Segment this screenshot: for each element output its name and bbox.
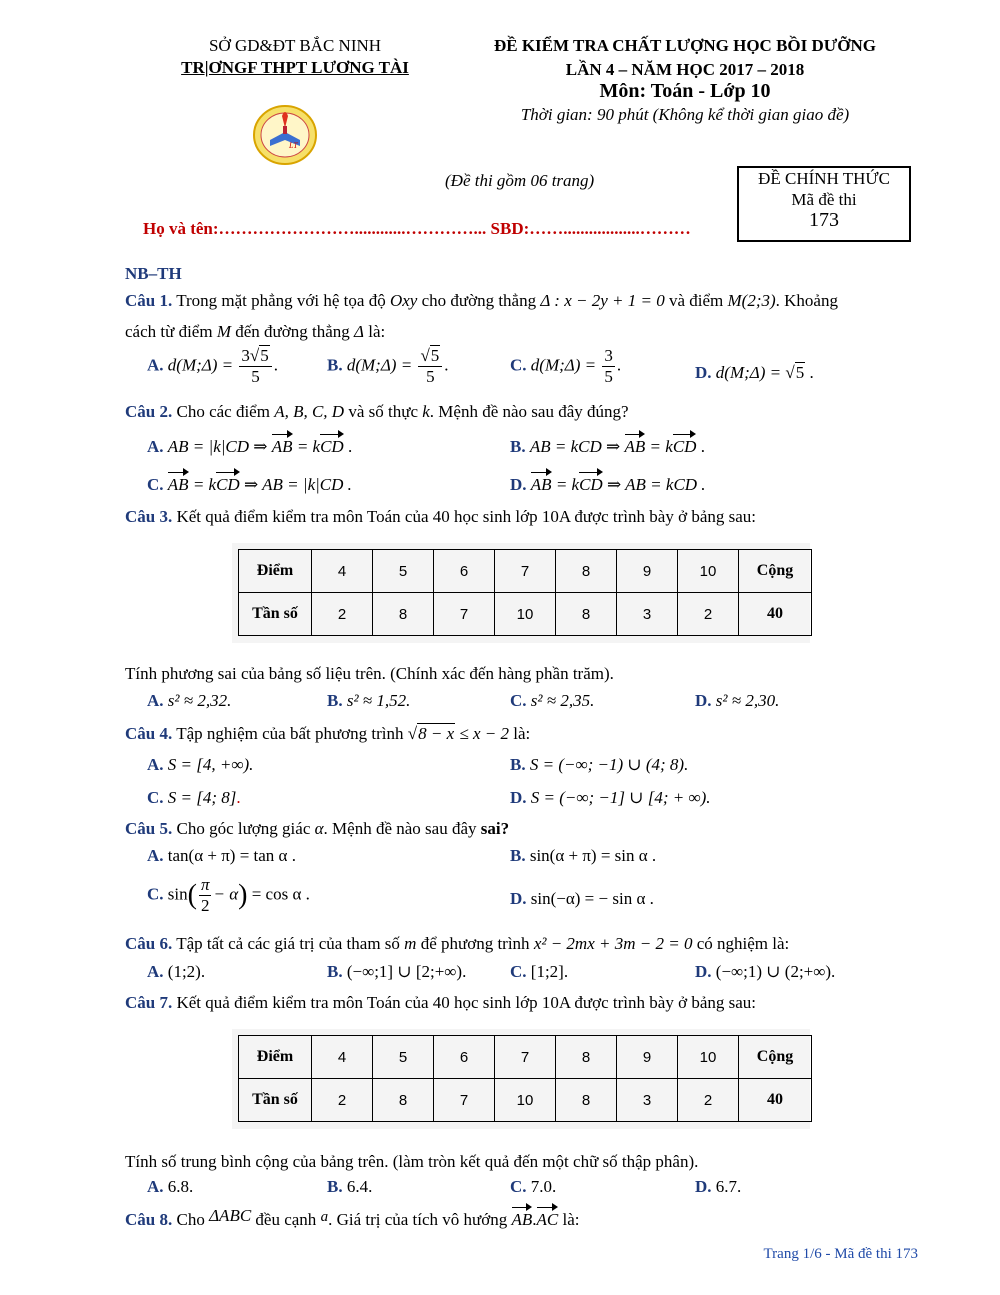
q5-option-d[interactable]: D. sin(−α) = − sin α .: [510, 889, 654, 908]
q6-option-c[interactable]: C. [1;2].: [510, 962, 569, 981]
table-cell: 10: [495, 1079, 556, 1122]
q1-option-b[interactable]: B. d(M;Δ) = $\frac{√5}{5}$ .: [327, 346, 449, 386]
table-cell: 2: [312, 1079, 373, 1122]
table-header-cell: Điểm: [239, 550, 312, 593]
q7-option-d[interactable]: D. 6.7.: [695, 1177, 742, 1196]
question-4: Câu 4. Tập nghiệm của bất phương trình √8 − x ≤ x − 2 là:: [125, 724, 531, 743]
section-label: NB–TH: [125, 264, 182, 283]
table-header-cell: Cộng: [739, 1036, 812, 1079]
subject-title: Môn: Toán - Lớp 10: [599, 80, 771, 102]
q4-option-a[interactable]: A. S = [4, +∞).: [147, 755, 254, 774]
department-name: SỞ GD&ĐT BẮC NINH: [208, 36, 382, 55]
q2-option-b[interactable]: B. AB = kCD ⇒ AB = kCD .: [510, 437, 705, 456]
official-exam-box: [737, 166, 911, 242]
q5-option-c[interactable]: C. sin( $\frac{\pi}{2}$ − α) = cos α .: [147, 875, 310, 915]
pages-note: (Đề thi gồm 06 trang): [445, 171, 595, 190]
question-7-prompt: Tính số trung bình cộng của bảng trên. (làm tròn kết quả đến một chữ số thập phân).: [125, 1152, 699, 1171]
table-cell: 6: [434, 1036, 495, 1079]
q3-option-a[interactable]: A. s² ≈ 2,32.: [147, 691, 232, 710]
table-cell: 8: [556, 593, 617, 636]
table-cell: 7: [495, 550, 556, 593]
table-cell: 10: [495, 593, 556, 636]
q7-option-a[interactable]: A. 6.8.: [147, 1177, 194, 1196]
table-cell: 7: [434, 593, 495, 636]
table-row: [239, 1036, 812, 1079]
table-cell: 10: [678, 550, 739, 593]
q7-option-c[interactable]: C. 7.0.: [510, 1177, 557, 1196]
question-5: Câu 5. Cho góc lượng giác α. Mệnh đề nào sau đây sai?: [125, 819, 510, 838]
question-2: Câu 2. Cho các điểm A, B, C, D và số thực k. Mệnh đề nào sau đây đúng?: [125, 402, 629, 421]
exam-duration: Thời gian: 90 phút (Không kể thời gian giao đề): [520, 105, 850, 124]
q6-option-a[interactable]: A. (1;2).: [147, 962, 206, 981]
table-cell: 8: [556, 1079, 617, 1122]
table-cell: 2: [678, 593, 739, 636]
exam-code-label: Mã đề thi: [791, 190, 857, 209]
name-sbd-line: Họ và tên:……………………............…………... SBD:……..................………: [143, 219, 691, 238]
q3-option-c[interactable]: C. s² ≈ 2,35.: [510, 691, 595, 710]
q3-option-b[interactable]: B. s² ≈ 1,52.: [327, 691, 411, 710]
q5-option-b[interactable]: B. sin(α + π) = sin α .: [510, 846, 657, 865]
table-cell: 40: [739, 593, 812, 636]
table-cell: 9: [617, 1036, 678, 1079]
table-cell: 9: [617, 550, 678, 593]
table-header-cell: Tần số: [239, 593, 312, 636]
q5-option-a[interactable]: A. tan(α + π) = tan α .: [147, 846, 296, 865]
table-header-cell: Điểm: [239, 1036, 312, 1079]
table-row: [239, 1079, 812, 1122]
q2-option-a[interactable]: A. AB = |k|CD ⇒ AB = kCD .: [147, 437, 353, 456]
table-cell: 2: [312, 593, 373, 636]
table-header-cell: Cộng: [739, 550, 812, 593]
table-header-cell: Tần số: [239, 1079, 312, 1122]
q1-option-c[interactable]: C. d(M;Δ) = $\frac{3}{5}$ .: [510, 346, 622, 386]
table-cell: 3: [617, 593, 678, 636]
table-cell: 40: [739, 1079, 812, 1122]
table-cell: 5: [373, 1036, 434, 1079]
table-cell: 2: [678, 1079, 739, 1122]
q7-frequency-table: [238, 1035, 812, 1122]
school-logo-icon: [252, 104, 318, 166]
question-1-cont: cách từ điểm M đến đường thẳng Δ là:: [125, 322, 386, 341]
question-1: Câu 1. Trong mặt phẳng với hệ tọa độ Oxy cho đường thẳng Δ : x − 2y + 1 = 0 và điểm M(2;3). Khoảng: [125, 291, 838, 310]
question-3-prompt: Tính phương sai của bảng số liệu trên. (Chính xác đến hàng phần trăm).: [125, 664, 614, 683]
q6-option-d[interactable]: D. (−∞;1) ∪ (2;+∞).: [695, 962, 836, 981]
exam-round: LẦN 4 – NĂM HỌC 2017 – 2018: [565, 60, 805, 79]
table-cell: 10: [678, 1036, 739, 1079]
question-8: Câu 8. Cho ΔABC đều cạnh a. Giá trị của tích vô hướng AB.AC là:: [125, 1206, 580, 1229]
table-cell: 8: [373, 593, 434, 636]
official-label: ĐỀ CHÍNH THỨC: [758, 169, 890, 188]
exam-title: ĐỀ KIỂM TRA CHẤT LƯỢNG HỌC BỒI DƯỠNG: [493, 36, 877, 55]
q1-option-a[interactable]: A. d(M;Δ) = $\frac{3√5}{5}$ .: [147, 346, 278, 386]
q4-option-d[interactable]: D. S = (−∞; −1] ∪ [4; + ∞).: [510, 788, 711, 807]
table-cell: 4: [312, 550, 373, 593]
q2-option-c[interactable]: C. AB = kCD ⇒ AB = |k|CD .: [147, 475, 352, 494]
exam-code: 173: [809, 209, 839, 231]
logo-text: LT: [289, 141, 298, 150]
q4-option-b[interactable]: B. S = (−∞; −1) ∪ (4; 8).: [510, 755, 689, 774]
table-cell: 7: [434, 1079, 495, 1122]
table-cell: 8: [556, 1036, 617, 1079]
table-cell: 8: [556, 550, 617, 593]
table-cell: 5: [373, 550, 434, 593]
school-name: TR|ƠNGF THPT LƯƠNG TÀI: [181, 58, 409, 77]
table-cell: 8: [373, 1079, 434, 1122]
question-6: Câu 6. Tập tất cả các giá trị của tham số m để phương trình x² − 2mx + 3m − 2 = 0 có nghiệm là:: [125, 934, 790, 953]
table-cell: 6: [434, 550, 495, 593]
q6-option-b[interactable]: B. (−∞;1] ∪ [2;+∞).: [327, 962, 467, 981]
page-footer: Trang 1/6 - Mã đề thi 173: [763, 1246, 918, 1262]
q3-option-d[interactable]: D. s² ≈ 2,30.: [695, 691, 780, 710]
question-7: Câu 7. Kết quả điểm kiểm tra môn Toán của 40 học sinh lớp 10A được trình bày ở bảng sau:: [125, 993, 756, 1012]
table-row: [239, 550, 812, 593]
table-row: [239, 593, 812, 636]
q1-option-d[interactable]: D. d(M;Δ) = √5 .: [695, 363, 814, 382]
table-cell: 4: [312, 1036, 373, 1079]
table-cell: 3: [617, 1079, 678, 1122]
question-3: Câu 3. Kết quả điểm kiểm tra môn Toán của 40 học sinh lớp 10A được trình bày ở bảng sau:: [125, 507, 756, 526]
q3-frequency-table: [238, 549, 812, 636]
q2-option-d[interactable]: D. AB = kCD ⇒ AB = kCD .: [510, 475, 706, 494]
q4-option-c[interactable]: C. S = [4; 8].: [147, 788, 241, 807]
q7-option-b[interactable]: B. 6.4.: [327, 1177, 373, 1196]
table-cell: 7: [495, 1036, 556, 1079]
